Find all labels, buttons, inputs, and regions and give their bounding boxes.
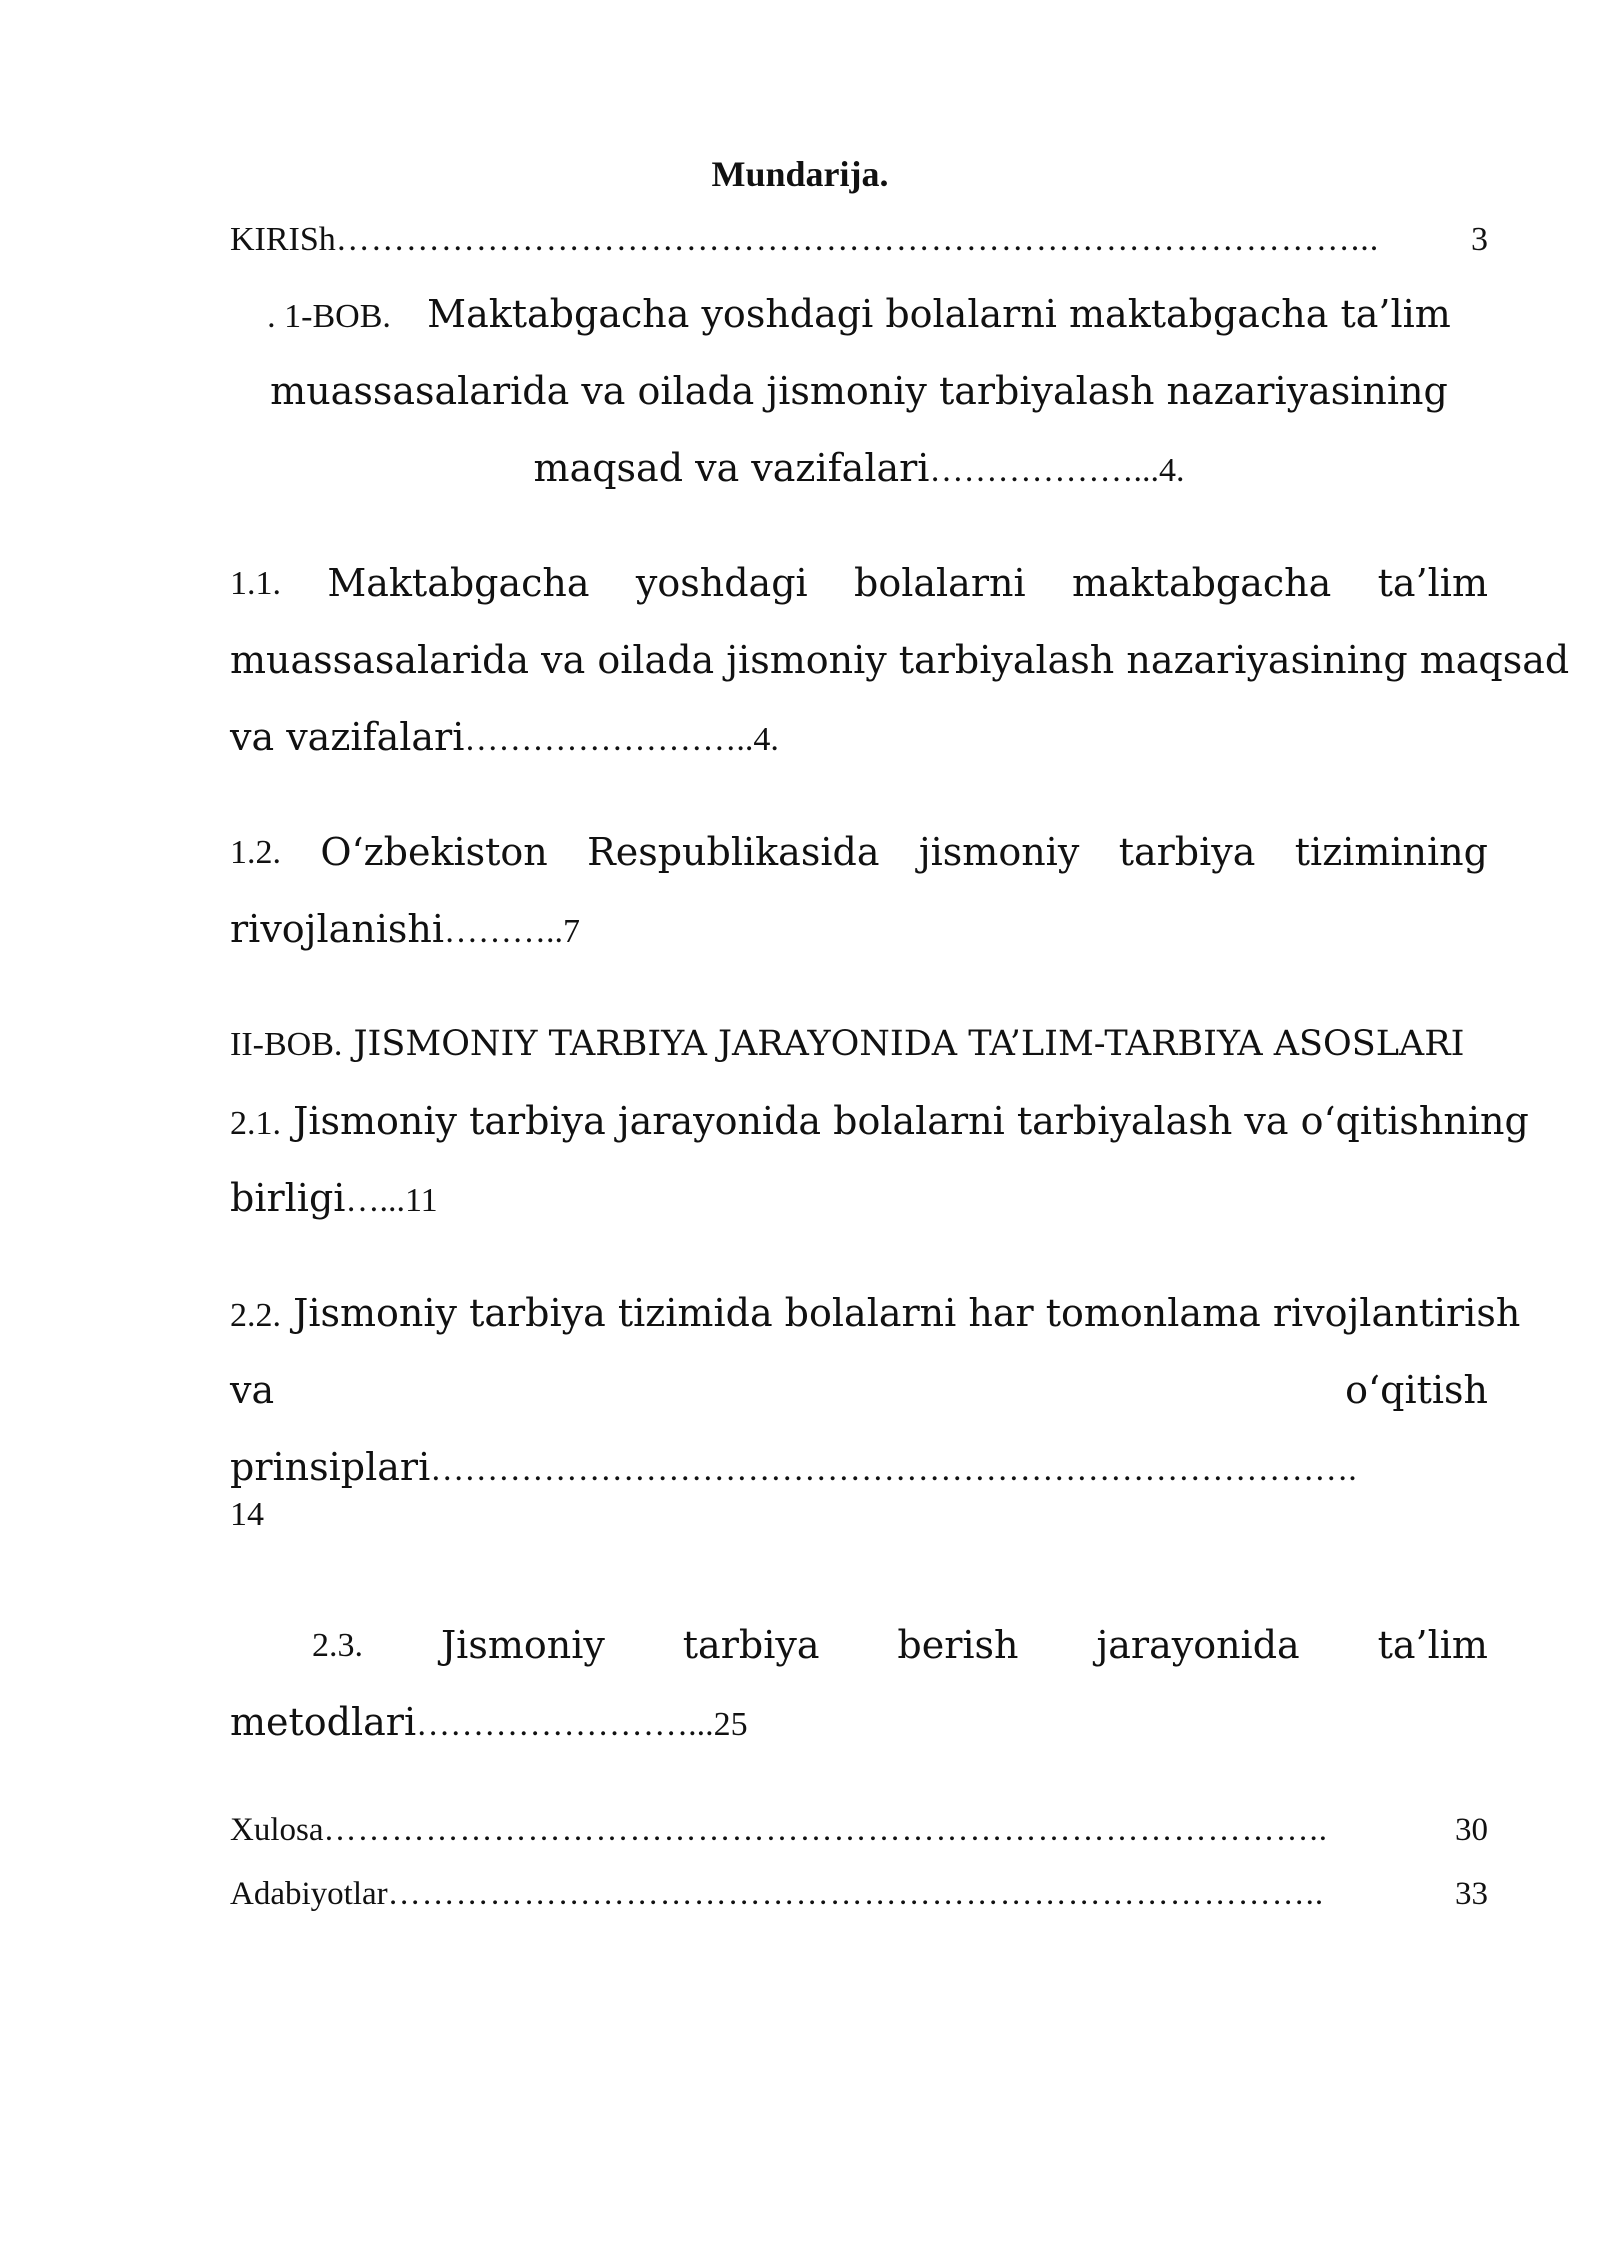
toc-page-number: 7 [563, 913, 581, 950]
word: va [230, 1368, 275, 1412]
toc-entry-2-3-line-1 [312, 1607, 1488, 1684]
toc-dots: …………………………………………………………………………….. [323, 1812, 1328, 1848]
toc-dots: …... [345, 1182, 405, 1219]
toc-dots: ……….. [444, 913, 564, 950]
word: maktabgacha [1071, 561, 1332, 605]
section-title-part: rivojlanishi [230, 907, 445, 951]
word: Maktabgacha [327, 561, 590, 605]
chapter-title: JISMONIY TARBIYA JARAYONIDA TA’LIM-TARBIYA ASOSLARI [353, 1024, 1465, 1064]
toc-entry-2-2-line-1 [230, 1275, 1521, 1354]
toc-entry-intro [230, 218, 1488, 262]
word: bolalarni [854, 561, 1026, 605]
toc-page-number: 3 [1471, 221, 1488, 258]
toc-entry-references [230, 1872, 1488, 1916]
section-title-part: birligi [230, 1176, 346, 1220]
toc-label: KIRISh [230, 221, 336, 258]
toc-entry-2-2-line-4 [230, 1490, 1488, 1537]
toc-page-number: 11 [404, 1182, 438, 1219]
page-title: Mundarija. [711, 154, 889, 194]
word: tarbiya [682, 1623, 820, 1667]
toc-label: Xulosa [230, 1812, 324, 1848]
toc-label: Adabiyotlar [230, 1876, 388, 1912]
section-title-part: Jismoniy tarbiya tizimida bolalarni har tomonlama rivojlantirish [293, 1291, 1521, 1335]
toc-page-number: 4. [1158, 452, 1185, 489]
toc-entry-2-1-line-1 [230, 1083, 1529, 1162]
chapter-title-part: Maktabgacha yoshdagi bolalarni maktabgacha ta’lim [427, 292, 1451, 336]
toc-page-number: 4. [753, 721, 779, 758]
word: tarbiya [1118, 830, 1256, 874]
toc-dots: ……………………………………………………………………….. [387, 1876, 1325, 1912]
chapter-title-part: maqsad va vazifalari [533, 446, 930, 490]
word: tizimining [1294, 830, 1488, 874]
toc-page-number: 30 [1455, 1812, 1488, 1848]
toc-entry-1-2-line-2 [230, 891, 1488, 970]
section-number: 2.2. [230, 1297, 281, 1334]
word: Jismoniy [440, 1623, 605, 1667]
word: ta’lim [1377, 561, 1488, 605]
word: O‘zbekiston [320, 830, 548, 874]
toc-dots: …………………….. [464, 721, 754, 758]
word: jismoniy [918, 830, 1080, 874]
word: berish [897, 1623, 1019, 1667]
word: ta’lim [1377, 1623, 1488, 1667]
toc-entry-chapter-1-line-1 [230, 276, 1488, 355]
word: yoshdagi [635, 561, 808, 605]
section-number: 1.2. [230, 834, 281, 871]
toc-dots: ……………………... [416, 1706, 714, 1743]
toc-page-number: 25 [713, 1706, 748, 1743]
toc-entry-chapter-1-line-3 [230, 430, 1488, 509]
section-title-part: va vazifalari [230, 715, 465, 759]
section-number: 2.3. [312, 1627, 363, 1664]
section-title-part: prinsiplari [230, 1445, 431, 1489]
toc-entry-2-1-line-2 [230, 1160, 1488, 1239]
word: jarayonida [1096, 1623, 1300, 1667]
toc-dots: ………………... [929, 452, 1159, 489]
chapter-prefix: II-BOB. [230, 1026, 343, 1063]
chapter-prefix: . 1-BOB. [267, 298, 391, 335]
toc-dots: ……………………………………………………………………………... [335, 221, 1380, 258]
section-number: 1.1. [230, 565, 281, 602]
toc-entry-chapter-1-line-2: muassasalarida va oilada jismoniy tarbiyalash nazariyasining [270, 369, 1448, 413]
toc-entry-1-2-line-1 [230, 814, 1488, 891]
section-title-part: metodlari [230, 1700, 417, 1744]
toc-entry-chapter-2 [230, 1006, 1488, 1083]
toc-page-number: 14 [230, 1496, 264, 1533]
toc-entry-2-3-line-2 [230, 1684, 1488, 1763]
toc-page-number: 33 [1455, 1876, 1488, 1912]
toc-entry-conclusion [230, 1808, 1488, 1852]
section-title-part: Jismoniy tarbiya jarayonida bolalarni tarbiyalash va o‘qitishning [293, 1099, 1529, 1143]
word: Respublikasida [587, 830, 880, 874]
toc-entry-2-2-line-2 [230, 1352, 1488, 1429]
toc-dots: ………………………………………………………………………. [430, 1451, 1357, 1488]
toc-entry-1-1-line-3 [230, 699, 1488, 778]
section-number: 2.1. [230, 1105, 281, 1142]
word: o‘qitish [1345, 1368, 1488, 1412]
toc-entry-1-1-line-2: muassasalarida va oilada jismoniy tarbiyalash nazariyasining maqsad [230, 638, 1570, 682]
toc-entry-1-1-line-1 [230, 545, 1488, 622]
